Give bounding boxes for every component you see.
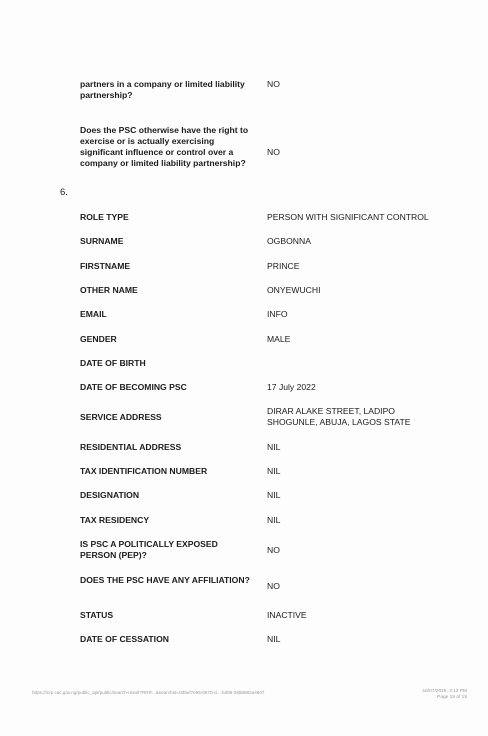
field-value: NO: [267, 147, 280, 157]
field-label: SURNAME: [80, 236, 124, 246]
field-label: RESIDENTIAL ADDRESS: [80, 442, 182, 452]
field-value: NO: [267, 545, 280, 555]
field-value: 17 July 2022: [267, 382, 316, 392]
field-value: NO: [267, 79, 280, 89]
field-label: EMAIL: [80, 309, 107, 319]
field-label: TAX RESIDENCY: [80, 515, 150, 525]
footer-url: https://icrp.cac.gov.ng/public_api/public/search-result?RRR...&searchId=0d5ef7e95-0670-d...-bd09-2658882a4807: [32, 690, 265, 695]
footer-meta: [397, 689, 467, 701]
field-value: NIL: [267, 634, 281, 644]
field-label: DATE OF BIRTH: [80, 358, 146, 368]
field-value: NIL: [267, 442, 281, 452]
footer-timestamp: 16/07/2025, 3:13 PM: [422, 689, 467, 694]
field-label: DATE OF BECOMING PSC: [80, 382, 187, 392]
field-label: OTHER NAME: [80, 285, 138, 295]
field-label: partners in a company or limited liability partnership?: [80, 79, 245, 100]
field-value: NIL: [267, 490, 281, 500]
field-value: PRINCE: [267, 261, 300, 271]
field-value: OGBONNA: [267, 236, 311, 246]
section-number: 6.: [60, 187, 68, 198]
field-label: DOES THE PSC HAVE ANY AFFILIATION?: [80, 575, 250, 585]
field-label: SERVICE ADDRESS: [80, 412, 162, 422]
field-label: DATE OF CESSATION: [80, 634, 169, 644]
field-label: GENDER: [80, 334, 117, 344]
field-label: STATUS: [80, 610, 114, 620]
field-label: IS PSC A POLITICALLY EXPOSED PERSON (PEP)?: [80, 539, 218, 560]
field-label: Does the PSC otherwise have the right to exercise or is actually exercising significant influence or control over a company or limited liability partnership?: [80, 125, 249, 168]
field-value: INFO: [267, 309, 288, 319]
field-label: TAX IDENTIFICATION NUMBER: [80, 466, 208, 476]
footer-page-number: Page 19 of 19: [437, 695, 467, 700]
field-value: ONYEWUCHI: [267, 285, 321, 295]
field-label: ROLE TYPE: [80, 212, 129, 222]
field-label: DESIGNATION: [80, 490, 140, 500]
field-label: FIRSTNAME: [80, 261, 131, 271]
field-value: NO: [267, 581, 280, 591]
field-value: NIL: [267, 466, 281, 476]
field-value: INACTIVE: [267, 610, 307, 620]
field-value: DIRAR ALAKE STREET, LADIPO SHOGUNLE, ABUJA, LAGOS STATE: [267, 406, 411, 427]
field-value: PERSON WITH SIGNIFICANT CONTROL: [267, 212, 429, 222]
field-value: NIL: [267, 515, 281, 525]
field-value: MALE: [267, 334, 291, 344]
